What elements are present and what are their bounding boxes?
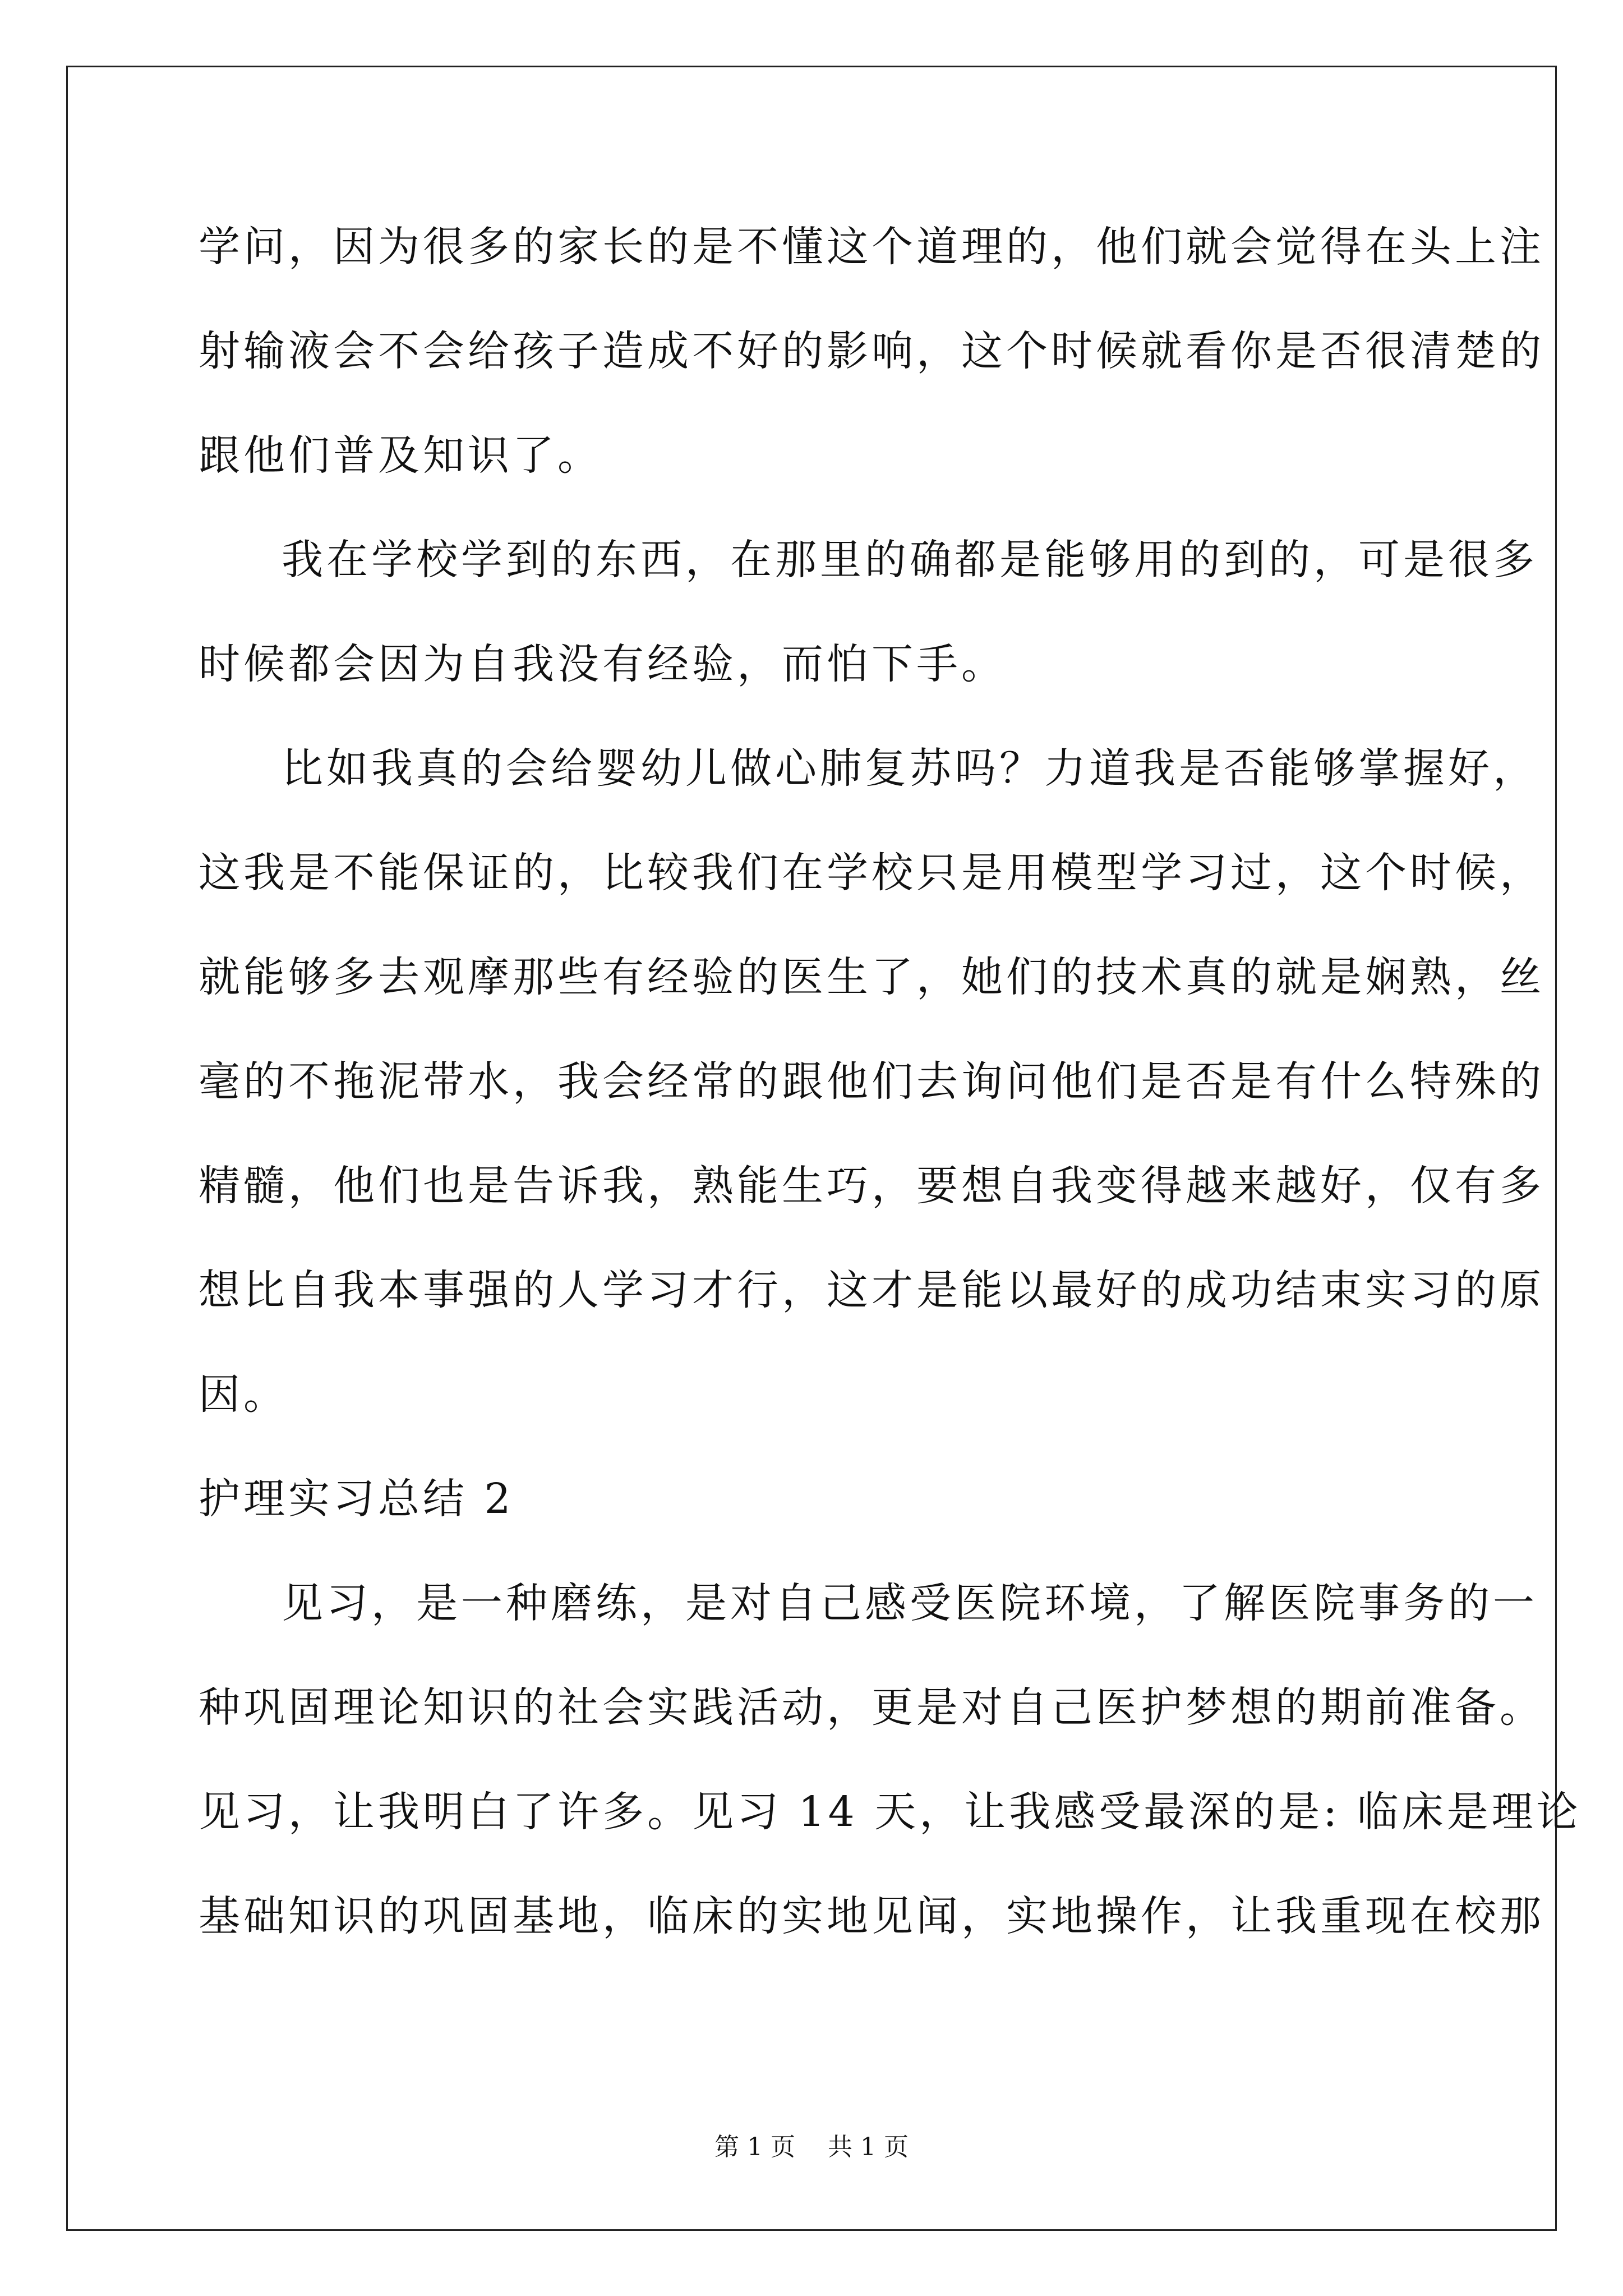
page-footer — [0, 2131, 1623, 2164]
page-number: 第 1 页 — [714, 2133, 795, 2161]
body-line: 这我是不能保证的，比较我们在学校只是用模型学习过，这个时候， — [199, 849, 1544, 897]
page-total: 共 1 页 — [828, 2133, 909, 2161]
body-line: 见习，是一种磨练，是对自己感受医院环境，了解医院事务的一 — [282, 1579, 1538, 1627]
body-line: 时候都会因为自我没有经验，而怕下手。 — [199, 640, 1006, 688]
body-line: 见习，让我明白了许多。见习 14 天，让我感受最深的是: 临床是理论 — [199, 1788, 1581, 1836]
body-line: 种巩固理论知识的社会实践活动，更是对自己医护梦想的期前准备。 — [199, 1683, 1544, 1732]
body-line: 想比自我本事强的人学习才行，这才是能以最好的成功结束实习的原 — [199, 1266, 1544, 1314]
body-line: 跟他们普及知识了。 — [199, 431, 602, 480]
body-line: 我在学校学到的东西，在那里的确都是能够用的到的，可是很多 — [282, 536, 1538, 584]
body-line: 因。 — [199, 1370, 288, 1419]
document-body — [199, 219, 1581, 1993]
body-line: 学问，因为很多的家长的是不懂这个道理的，他们就会觉得在头上注 — [199, 223, 1544, 271]
body-line: 就能够多去观摩那些有经验的医生了，她们的技术真的就是娴熟，丝 — [199, 953, 1544, 1001]
body-line: 毫的不拖泥带水，我会经常的跟他们去询问他们是否是有什么特殊的 — [199, 1057, 1544, 1106]
section-heading: 护理实习总结 2 — [199, 1475, 514, 1523]
body-line: 基础知识的巩固基地，临床的实地见闻，实地操作，让我重现在校那 — [199, 1892, 1544, 1940]
body-line: 射输液会不会给孩子造成不好的影响，这个时候就看你是否很清楚的 — [199, 327, 1544, 375]
body-line: 比如我真的会给婴幼儿做心肺复苏吗？力道我是否能够掌握好， — [282, 744, 1538, 793]
body-line: 精髓，他们也是告诉我，熟能生巧，要想自我变得越来越好，仅有多 — [199, 1162, 1544, 1210]
